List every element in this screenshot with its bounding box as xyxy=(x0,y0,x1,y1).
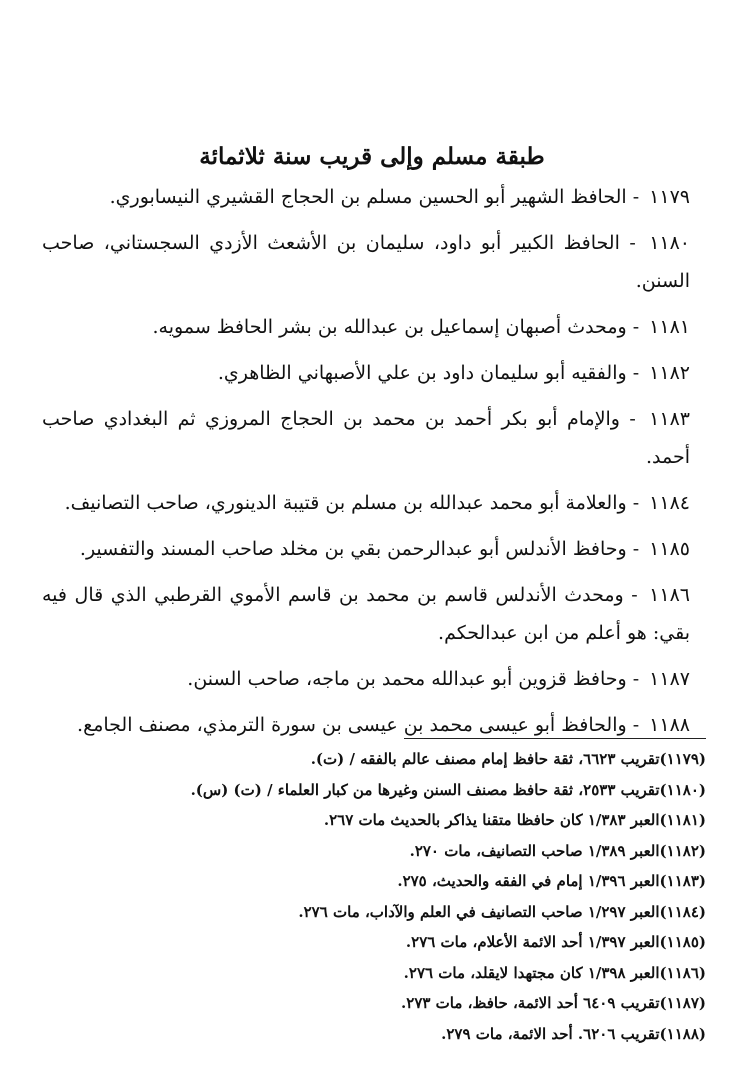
entry-text: وحافظ الأندلس أبو عبدالرحمن بقي بن مخلد صاحب المسند والتفسير. xyxy=(79,538,627,560)
entry-text: والحافظ أبو عيسى محمد بن عيسى بن سورة الترمذي، مصنف الجامع. xyxy=(77,714,627,736)
entry-1186: ١١٨٦ - ومحدث الأندلس قاسم بن محمد بن قاسم الأموي القرطبي الذي قال فيه بقي: هو أعلم من ابن عبدالحكم. xyxy=(42,584,690,644)
footnote-divider xyxy=(404,738,706,739)
entry-number: ١١٨١ xyxy=(649,316,690,338)
entry-number: ١١٨٥ xyxy=(649,538,690,560)
entry-number: ١١٨٤ xyxy=(649,492,690,514)
entry-1179: ١١٧٩ - الحافظ الشهير أبو الحسين مسلم بن الحجاج القشيري النيسابوري. xyxy=(109,186,690,208)
entry-text: الحافظ الكبير أبو داود، سليمان بن الأشعث الأزدي السجستاني، صاحب السنن. xyxy=(42,232,690,292)
entry-1180: ١١٨٠ - الحافظ الكبير أبو داود، سليمان بن الأشعث الأزدي السجستاني، صاحب السنن. xyxy=(42,232,691,292)
entry-1188: ١١٨٨ - والحافظ أبو عيسى محمد بن عيسى بن سورة الترمذي، مصنف الجامع. xyxy=(77,714,690,736)
entry-1181: ١١٨١ - ومحدث أصبهان إسماعيل بن عبدالله بن بشر الحافظ سمويه. xyxy=(152,316,690,338)
entry-number: ١١٨٠ xyxy=(649,232,691,254)
footnote: (١١٨٢)العبر ١/٣٨٩ صاحب التصانيف، مات ٢٧٠. xyxy=(409,841,706,860)
entry-number: ١١٨٨ xyxy=(649,714,690,736)
entry-1183: ١١٨٣ - والإمام أبو بكر أحمد بن محمد بن الحجاج المروزي ثم البغدادي صاحب أحمد. xyxy=(42,408,690,468)
footnote: (١١٨٥)العبر ١/٣٩٧ أحد الائمة الأعلام، مات ٢٧٦. xyxy=(405,933,706,951)
section-title: طبقة مسلم وإلى قريب سنة ثلاثمائة xyxy=(199,143,545,170)
footnote: (١١٨٠)تقريب ٢٥٣٣، ثقة حافظ مصنف السنن وغيرها من كبار العلماء / (ت) (س). xyxy=(190,780,706,799)
entry-text: الحافظ الشهير أبو الحسين مسلم بن الحجاج القشيري النيسابوري. xyxy=(109,186,627,208)
entry-number: ١١٨٣ xyxy=(649,408,690,430)
footnote: (١١٨١)العبر ١/٣٨٣ كان حافظا متقنا يذاكر بالحديث مات ٢٦٧. xyxy=(323,811,706,829)
footnote: (١١٨٤)العبر ١/٢٩٧ صاحب التصانيف في العلم والآداب، مات ٢٧٦. xyxy=(298,902,706,921)
entry-text: والعلامة أبو محمد عبدالله بن مسلم بن قتيبة الدينوري، صاحب التصانيف. xyxy=(64,492,627,514)
footnote: (١١٧٩)تقريب ٦٦٢٣، ثقة حافظ إمام مصنف عالم بالفقه / (ت). xyxy=(310,750,706,768)
entry-1182: ١١٨٢ - والفقيه أبو سليمان داود بن علي الأصبهاني الظاهري. xyxy=(217,362,690,384)
entries-list xyxy=(42,178,690,752)
entry-number: ١١٧٩ xyxy=(649,186,690,208)
entry-text: وحافظ قزوين أبو عبدالله محمد بن ماجه، صاحب السنن. xyxy=(187,668,627,690)
entry-number: ١١٨٦ xyxy=(649,584,690,606)
entry-text: والفقيه أبو سليمان داود بن علي الأصبهاني الظاهري. xyxy=(217,362,627,384)
entry-number: ١١٨٧ xyxy=(649,668,690,690)
entry-text: والإمام أبو بكر أحمد بن محمد بن الحجاج المروزي ثم البغدادي صاحب أحمد. xyxy=(42,408,690,468)
entry-1187: ١١٨٧ - وحافظ قزوين أبو عبدالله محمد بن ماجه، صاحب السنن. xyxy=(187,668,690,690)
entry-text: ومحدث الأندلس قاسم بن محمد بن قاسم الأموي القرطبي الذي قال فيه بقي: هو أعلم من ابن عبدالحكم. xyxy=(42,584,690,644)
entry-number: ١١٨٢ xyxy=(649,362,690,384)
footnote: (١١٨٧)تقريب ٦٤٠٩ أحد الائمة، حافظ، مات ٢٧٣. xyxy=(401,994,706,1012)
entry-1184: ١١٨٤ - والعلامة أبو محمد عبدالله بن مسلم بن قتيبة الدينوري، صاحب التصانيف. xyxy=(64,492,690,514)
entry-1185: ١١٨٥ - وحافظ الأندلس أبو عبدالرحمن بقي بن مخلد صاحب المسند والتفسير. xyxy=(79,538,690,560)
footnote: (١١٨٨)تقريب ٦٢٠٦. أحد الائمة، مات ٢٧٩. xyxy=(441,1024,706,1043)
footnote: (١١٨٦)العبر ١/٣٩٨ كان مجتهدا لايقلد، مات ٢٧٦. xyxy=(403,963,706,982)
footnotes-list xyxy=(42,744,706,1049)
entry-text: ومحدث أصبهان إسماعيل بن عبدالله بن بشر الحافظ سمويه. xyxy=(152,316,627,338)
footnote: (١١٨٣)العبر ١/٣٩٦ إمام في الفقه والحديث، ٢٧٥. xyxy=(397,872,706,890)
